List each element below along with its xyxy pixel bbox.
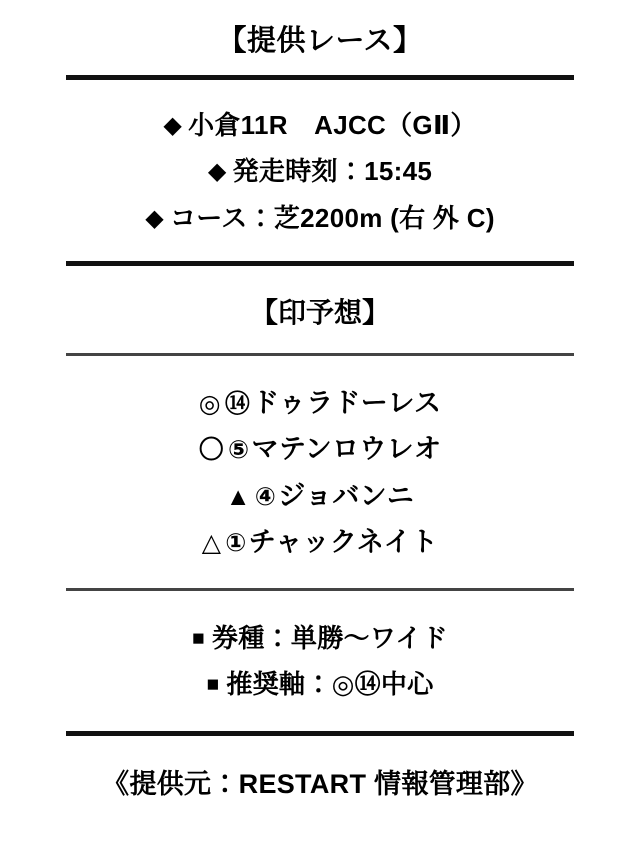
race-detail-row	[66, 102, 574, 148]
pick-symbol-renka-icon: △	[201, 529, 222, 558]
pick-list	[66, 356, 574, 588]
prediction-heading: 【印予想】	[249, 296, 390, 328]
list-item	[66, 519, 574, 565]
pick-number: ⑭	[224, 389, 251, 418]
diamond-icon: ◆	[163, 112, 183, 139]
post-time-label: 発走時刻：15:45	[232, 156, 433, 187]
pick-symbol-taiko-icon: 〇	[198, 436, 225, 465]
course-label: コース：芝2200m (右 外 C)	[169, 202, 495, 233]
pick-number: ⑤	[228, 436, 250, 465]
bet-type-label: 券種：単勝〜ワイド	[212, 622, 448, 653]
square-bullet-icon: ■	[192, 626, 206, 650]
list-item	[66, 615, 574, 661]
pick-horse-name: ジョバンニ	[278, 480, 415, 511]
pick-horse-name: ドゥラドーレス	[252, 387, 442, 418]
race-name-label: 小倉11R AJCC（GⅡ）	[188, 110, 477, 140]
pick-horse-name: チャックネイト	[248, 527, 439, 558]
note-list	[66, 591, 574, 732]
page-title: 【提供レース】	[217, 25, 423, 57]
source-footer: 《提供元：RESTART 情報管理部》	[102, 769, 538, 800]
pick-horse-name: マテンロウレオ	[251, 434, 442, 465]
list-item	[66, 473, 574, 519]
pick-number: ④	[254, 482, 277, 511]
list-item	[66, 426, 574, 472]
pick-symbol-honmei-icon: ◎	[198, 389, 221, 418]
list-item	[66, 661, 574, 707]
pick-number: ①	[225, 529, 247, 558]
pick-symbol-tanana-icon: ▲	[225, 482, 251, 511]
race-details	[66, 80, 574, 261]
list-item	[66, 380, 574, 426]
square-bullet-icon: ■	[206, 672, 220, 696]
diamond-icon: ◆	[145, 204, 164, 232]
race-detail-row	[66, 195, 574, 241]
diamond-icon: ◆	[207, 158, 227, 186]
recommended-axis-label: 推奨軸：◎⑭中心	[226, 668, 434, 699]
race-detail-row	[66, 148, 574, 194]
